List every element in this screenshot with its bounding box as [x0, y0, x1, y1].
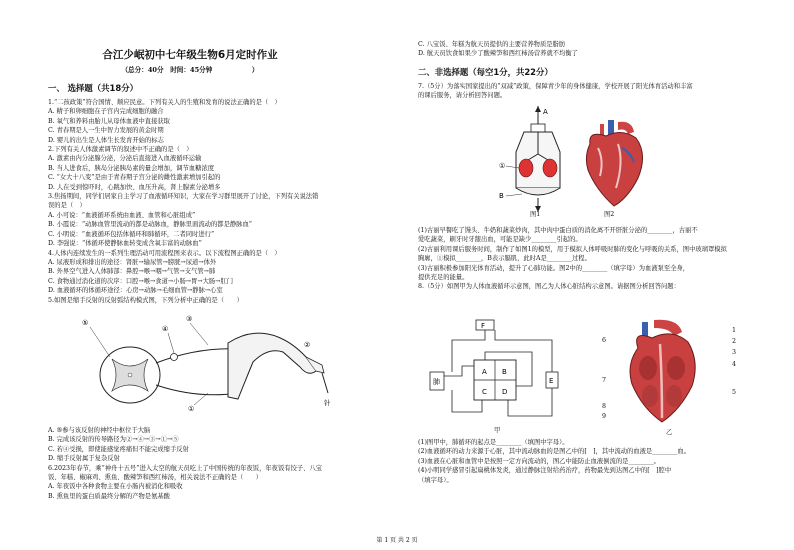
heart-figure-2 [578, 118, 650, 210]
page-title: 合江少岷初中七年级生物6月定时作业 [102, 49, 278, 61]
jia-label-B: B [502, 368, 507, 376]
reflex-label-needle: 针 [324, 399, 331, 407]
text-line: B. 当人进食后，胰岛分泌胰岛素的量会增加，调节血糖浓度 [48, 164, 215, 172]
text-line: 1.“二孩政策”符合国情、顺应民意。下列有关人的生殖和发育的说法正确的是（ ） [48, 99, 281, 106]
jia-caption: 甲 [494, 427, 501, 434]
jia-label-lung: 肺 [433, 378, 440, 386]
yi-num-4: 4 [732, 361, 737, 368]
text-line: C. 青春期是人一生中智力发展的黄金时期 [48, 127, 164, 135]
heart-structure-yi [608, 318, 728, 430]
text-line: D. 航天员饮食如果少了酸辣笋和西红柿汤营养就不均衡了 [418, 50, 578, 58]
page-footer: 第 1 页 共 2 页 [376, 537, 418, 544]
reflex-label-3: ③ [186, 315, 193, 323]
text-line: A. ⑤参与该反射的神经中枢位于大脑 [48, 427, 151, 434]
jia-label-A: A [482, 368, 487, 376]
reflex-label-2: ② [304, 341, 311, 349]
text-line: (4)小明同学感冒引起扁桃体发炎，通过静脉注射给药治疗，药物最先到达图乙中的[ ]腔中 [418, 467, 672, 475]
yi-num-8: 8 [602, 403, 607, 410]
text-line: 7.（5分）为落实国家提出的“双减”政策，保障青少年的身体健康，学校开展了阳光体育活动和丰富 [418, 83, 693, 90]
text-line: 4.人体内连续发生的一系列生理活动可用流程图来表示。以下流程图正确的是（ ） [48, 249, 281, 257]
text-line: 爱吃蔬菜，刷牙时牙龈出血，可能是缺少________引起的。 [418, 236, 582, 244]
text-line: 提供充足的能量。 [418, 274, 469, 282]
text-line: D. 缩手反射属于复杂反射 [48, 455, 120, 463]
text-line: 误的是（ ） [48, 202, 86, 210]
section-two-heading: 二、非选择题（每空1分，共22分） [418, 67, 553, 77]
text-line: C. 八宝饭、年糕为航天员提供的主要营养物质是脂肪 [418, 41, 566, 48]
text-line: C. 若④受损，即使能感觉疼痛但不能完成缩手反射 [48, 445, 189, 453]
section-one-heading: 一、 选择题（共18分） [48, 83, 138, 93]
text-line: D. 人在受到惊吓时，心跳加快、血压升高，肾上腺素分泌增多 [48, 183, 221, 191]
text-line: C. 食物通过消化道的次序：口腔→喉→食道→小肠→胃→大肠→肛门 [48, 277, 234, 285]
reflex-label-1: ① [188, 405, 195, 413]
text-line: D. 血液循环的体循环途径：心房→动脉→毛细血管→静脉→心室 [48, 287, 223, 295]
yi-caption: 乙 [666, 429, 673, 436]
fig1-caption: 图1 [530, 211, 541, 218]
yi-num-9: 9 [602, 413, 607, 420]
text-line: (3)古丽积极参加阳光体育活动，提升了心肺功能。图2中的________（填字母）为血液泵至全身， [418, 264, 690, 272]
circulation-diagram-jia [422, 316, 574, 428]
text-line: (1)古丽早餐吃了馒头、牛奶和蔬菜炒肉，其中肉中蛋白质的消化离不开肝脏分泌的________，古丽不 [418, 227, 698, 234]
text-line: 饭、年糕、椒麻鸡、熏鱼、酸辣笋和西红柿汤，相关说法不正确的是（ ） [48, 474, 263, 482]
yi-num-5: 5 [732, 389, 737, 396]
text-line: 2.下列有关人体激素调节的叙述中不正确的是（ ） [48, 146, 193, 154]
reflex-label-5: ⑤ [82, 319, 89, 327]
text-line: D. 婴儿的出生是人体生长发育开始的标志 [48, 136, 164, 144]
page-subtitle: （总分：40分 时间：45分钟 ） [121, 66, 259, 74]
yi-num-1: 1 [732, 327, 737, 334]
text-line: 的课后服务，请分析回答问题。 [418, 92, 507, 100]
question-7-intro [418, 82, 756, 101]
yi-num-2: 2 [732, 338, 737, 345]
text-line: 胸廓，①模拟________，B表示膈肌，此时A是________过程。 [418, 255, 591, 263]
reflex-arc-figure [78, 307, 338, 425]
text-line: A. 精子和卵细胞在子宫内完成细胞的融合 [48, 108, 164, 116]
text-line: A. 小可说：“血液循环系统由血液、血管和心脏组成” [48, 211, 196, 219]
text-line: A. 尿液形成和排出的途径：肾脏→输尿管→膀胱→尿道→体外 [48, 258, 217, 266]
fig1-label-B: B [499, 192, 504, 200]
text-line: B. 熏鱼里的蛋白质最终分解的产物是氨基酸 [48, 492, 170, 500]
fig1-label-A: A [543, 108, 548, 116]
text-line: （填字母）。 [418, 476, 453, 484]
yi-num-6: 6 [602, 337, 607, 344]
text-line: 5.如图是缩手反射的反射弧结构模式图，下列分析中正确的是（ ） [48, 296, 243, 304]
yi-num-3: 3 [732, 349, 737, 356]
question-6-options-cd [418, 40, 756, 59]
text-line: B. 氧气和养料由胎儿从母体血液中直接获取 [48, 117, 170, 125]
text-line: (3)血液在心脏和血管中是按照一定方向流动的，图乙中能防止血液倒流的是________。 [418, 457, 660, 465]
text-line: C. 小明说：“血液循环包括体循环和肺循环，二者同时进行” [48, 230, 215, 238]
text-line: B. 完成该反射的传导路径为②→④→③→①→⑤ [48, 436, 179, 444]
text-line: A. 激素由内分泌腺分泌，分泌后直接进入血液循环运输 [48, 155, 202, 163]
text-line: 8.（5分）如图甲为人体血液循环示意图，图乙为人体心脏结构示意图。请据图分析回答问题： [418, 283, 680, 291]
questions-1-5 [48, 98, 384, 305]
text-line: B. 外界空气进入人体肺部：鼻腔→喉→咽→气管→支气管→肺 [48, 268, 216, 276]
question-8-subquestions [418, 438, 756, 485]
jia-label-C: C [482, 388, 487, 396]
text-line: (1)图甲中，肺循环的起点是________（填图中字母）。 [418, 439, 569, 446]
questions-5-6-options [48, 426, 384, 501]
text-line: D. 李强说：“体循环使静脉血转变成含氧丰富的动脉血” [48, 240, 202, 248]
text-line: A. 年夜饭中各种食物主要在小肠内被消化和吸收 [48, 483, 183, 491]
text-line: (2)血液循环的动力来源于心脏，其中流动脉血的是图乙中的[ ]，其中流动的血液是________血。 [418, 448, 691, 456]
fig1-label-circle1: ① [499, 162, 506, 170]
jia-label-F: F [481, 322, 486, 330]
fig2-caption: 图2 [604, 211, 615, 218]
jia-label-E: E [549, 377, 554, 385]
text-line: C. “女大十八变”是由于青春期子宫分泌的雌性激素增加引起的 [48, 174, 221, 182]
jia-label-D: D [502, 388, 508, 396]
text-line: 3.焦扬期间，同学们居家自主学习了血液循环知识，大家在学习群里展开了讨论，下列有关说法错 [48, 193, 319, 201]
bell-jar-model-figure [498, 102, 578, 220]
text-line: B. 小霞说：“动脉血管里流动的都是动脉血，静脉里面流动的都是静脉血” [48, 221, 252, 229]
yi-num-7: 7 [602, 377, 607, 384]
text-line: (2)古丽利用课后服务时间，制作了如图1的模型，用于模拟人体呼吸时肺的变化与呼吸的关系，图中玻璃罩模拟 [418, 245, 727, 253]
reflex-label-4: ④ [162, 325, 169, 333]
text-line: 6.2023年春节，乘“神舟十五号”进入太空的航天员吃上了中国传统的年夜饭，年夜饭有饺子、八宝 [48, 464, 323, 472]
question-7-8-text [418, 226, 756, 292]
